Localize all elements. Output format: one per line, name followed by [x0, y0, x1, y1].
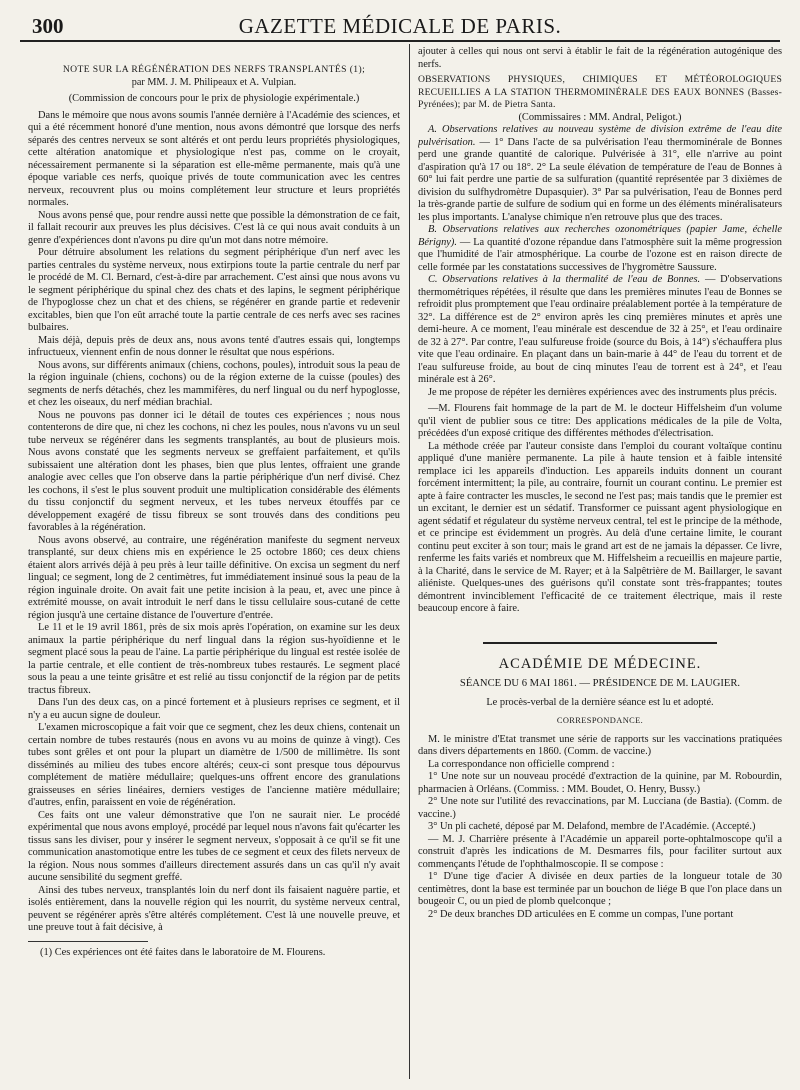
paragraph: Dans le mémoire que nous avons soumis l'année dernière à l'Académie des sciences, et qui a été récemment honoré d'une mention, nous avons démontré que lorsque des nerfs séparés des centres nerveux se sont altérés et ont perdu leurs propriétés physiologiques, cette altération anatomique et physiologique n'est pas, comme on le croyait, nécessairement permanente si la séparation est elle-même permanente, mais qu'à une époque variable ces nerfs, quoique privés de toute communication avec les centres nerveux, recouvrent plus ou moins complétement leur structure et leurs propriétés normales. [28, 109, 400, 208]
footnote-rule [28, 941, 148, 942]
paragraph: Ainsi des tubes nerveux, transplantés loin du nerf dont ils faisaient naguère partie, et isolés entièrement, dans la nouvelle région qui les nourrit, du système nerveux central, peuvent se régénérer après s'être altérés complétement. C'est là une nouvelle preuve, et une preuve tout à fait décisive, à [28, 884, 400, 933]
observation-c-text: — D'observations thermométriques répétées, il résulte que dans les premières minutes l'eau de Bonnes se refroidit plus promptement que l'eau ordinaire préalablement portée à la température de 32°. La différence est de 2° environ après les cinq premières minutes et après une demi-heure. A ce moment, l'eau minérale est descendue de 32 à 25°, et l'eau ordinaire de 32 à 27°. Par contre, l'eau sulfureuse froide (source du Bois, à 14°) s'échauffera plus vite que l'eau ordinaire. En plaçant dans un bain-marie à 44° de l'eau du torrent et de l'eau sulfureuse froide, au bout de cinq minutes l'eau de torrent est à 24°, et l'eau minérale est à 26°. [418, 274, 782, 385]
observation-c-label: C. Observations relatives à la thermalité de l'eau de Bonnes. [428, 274, 701, 285]
paragraph: Nous avons pensé que, pour rendre aussi nette que possible la démonstration de ce fait, il fallait recourir aux preuves les plus décisives. C'est là ce qui nous avait conduits à un genre d'expériences dont n'avons pu dire qu'un mot dans notre mémoire. [28, 209, 400, 246]
observation-b-text: — La quantité d'ozone répandue dans l'atmosphère suit la même progression que l'humidité de l'air atmosphérique. La courbe de l'ozone est en raison directe de celle formée par les constatations successives de l'hygromètre Saussure. [418, 236, 782, 273]
charriere-item: 1° D'une tige d'acier A divisée en deux parties de la longueur totale de 30 centimètres, dont la base est terminée par un bouchon de liége B que l'on place dans un bougeoir C, ou un pied de plomb quelconque ; [418, 871, 782, 907]
ministre-paragraph: M. le ministre d'Etat transmet une série de rapports sur les vaccinations pratiquées dans divers départements en 1860. (Comm. de vaccine.) [418, 733, 782, 757]
footnote: (1) Ces expériences ont été faites dans le laboratoire de M. Flourens. [40, 946, 326, 958]
paragraph: Pour détruire absolument les relations du segment périphérique d'un nerf avec les parties centrales du système nerveux, nous extirpions toute la partie centrale du nerf par le procédé de M. Cl. Bernard, c'est-à-dire par arrachement. C'est ainsi que nous avons vu le segment périphérique du spinal chez des chats et des lapins, le segment périphérique de l'hypoglosse chez un chat et des chiens, se régénérer en grande partie et redevenir excitables, bien que l'on eût arraché toute la partie centrale de ces nerfs avec ses racines bulbaires. [28, 247, 400, 333]
running-title: GAZETTE MÉDICALE DE PARIS. [238, 14, 562, 38]
observation-c [418, 274, 782, 387]
correspondance-item: 3° Un pli cacheté, déposé par M. Delafond, membre de l'Académie. (Accepté.) [428, 821, 756, 832]
paragraph: L'examen microscopique a fait voir que ce segment, chez les deux chiens, contenait un certain nombre de tubes restaurés (nous en avons vu au moins de quinze à vingt). Ces tubes sont grêles et ont pour la plupart un diamètre de 1/500 de millimètre. Ils sont disséminés au milieu des tubes encore altérés; ceux-ci sont presque tous dépourvus complétement de matière médullaire; quelques-uns offrent encore des granulations graisseuses en séries linéaires, derniers vestiges de l'ancienne matière médullaire; d'autres, enfin, paraissent en voie de régénération. [28, 722, 400, 808]
flourens-paragraph: —M. Flourens fait hommage de la part de M. le docteur Hiffelsheim d'un volume qu'il vient de publier sous ce titre: Des applications médicales de la pile de Volta, précédées d'un exposé critique des différentes méthodes d'électrisation. [418, 403, 782, 439]
method-paragraph: La méthode créée par l'auteur consiste dans l'emploi du courant voltaïque continu appliqué d'une manière permanente. La pile à haute tension et à faible intensité remplace ici les appareils d'induction. Les appareils induits donnent un courant forcément intermittent; la pile, au contraire, fournit un courant continu. Le premier est apte à faire contracter les muscles, le second ne l'est pas; mais tandis que le premier est un excitant, le dernier est un sédatif. Transformer ce puissant agent physiologique en agent sédatif et régulateur du système nerveux central, tel est le principe de la méthode, et ce principe est évidemment un progrès. Au delà d'une certaine limite, le courant continu peut exciter à son tour; mais le grand art est de ne jamais la dépasser. Ce livre, renferme les faits variés et nombreux que M. Hiffelsheim a recueillis en majeure partie, à la Charité, dans le service de M. Rayer; et à la Salpêtrière de M. Baillarger, le savant aliéniste. Quelques-unes des guérisons qu'il constate sont très-frappantes; toutes démontrent invinciblement l'efficacité de ce traitement électrique, mais il reste beaucoup encore à faire. [418, 440, 782, 614]
proces-verbal: Le procès-verbal de la dernière séance est lu et adopté. [486, 696, 714, 708]
observation-a-text: — 1° Dans l'acte de sa pulvérisation l'eau thermominérale de Bonnes perd une grande quantité de calorique. Pulvérisée à 31°, elle n'arrive au point d'aspiration qu'à 17 ou 18°. 2° La seule élévation de température de l'eau de Bonnes à 60° lui fait perdre une partie de sa sulfuration (quantité représentée par 3 dixièmes de division du sulfhydromètre Dupasquier). 3° Par sa pulvérisation, l'eau de Bonnes perd la très-grande partie de sulfure de sodium qui en forme un des éléments minéralisateurs les plus importants. L'analyse chimique n'en retrouve plus que des traces. [418, 136, 782, 223]
paragraph: Le 11 et le 19 avril 1861, près de six mois après l'opération, on examine sur les deux animaux la partie périphérique du nerf lingual dans la région sus-hyoïdienne et le segment placé sous la peau de l'aine. La partie périphérique du lingual est restée isolée de la partie centrale, et elle contient de très-nombreux tubes restaurés. Le segment placé sous la peau a une teinte grisâtre et est relié au tissu conjonctif de la région par de petits tractus fibreux. [28, 622, 400, 696]
academie-title: ACADÉMIE DE MÉDECINE. [498, 655, 702, 672]
observation-a [418, 124, 782, 224]
correspondance-heading: CORRESPONDANCE. [556, 716, 644, 725]
paragraph: Mais déjà, depuis près de deux ans, nous avons tenté d'autres essais qui, longtemps infructueux, viennent enfin de nous donner le résultat que nous espérions. [28, 334, 400, 358]
page-number: 300 [32, 14, 64, 38]
observations-title: OBSERVATIONS PHYSIQUES, CHIMIQUES ET MÉTÉOROLOGIQUES RECUEILLIES A LA STATION THERMOMINÉRALE DES EAUX BONNES (Basses-Pyrénées); par M. de Pietra Santa. [418, 74, 782, 110]
correspondance-item: 2° Une note sur l'utilité des revaccinations, par M. Lucciana (de Bastia). (Comm. de vaccine.) [418, 796, 782, 820]
paragraph: Dans l'un des deux cas, on a pincé fortement et à plusieurs reprises ce segment, et il n'y a eu aucun signe de douleur. [28, 697, 400, 721]
observation-a-label: A. Observations relatives au nouveau système de division extrême de l'eau dite pulvérisation. [418, 124, 782, 148]
charriere-item: 2° De deux branches DD articulées en E comme un compas, l'une portant [428, 908, 734, 920]
correspondance-item: 1° Une note sur un nouveau procédé d'extraction de la quinine, par M. Robourdin, pharmacien à Orléans. (Commiss. : MM. Boudet, O. Henry, Bussy.) [418, 771, 782, 795]
paragraph: Je me propose de répéter les dernières expériences avec des instruments plus précis. [428, 386, 777, 398]
paragraph: Ces faits ont une valeur démonstrative que l'on ne saurait nier. Le procédé expérimental que nous avons employé, procédé par lequel nous n'avons fait qu'écarter les tissus sans les diviser, pour y insérer le segment nerveux, s'opposait à ce qu'il se fit une communication anastomotique entre les tubes de ce segment et ceux des filets nerveux de la région. Nous nous sommes d'ailleurs directement assurés dans un cas qu'il n'y avait aucune sensibilité du segment greffé. [28, 809, 400, 883]
article-authors: par MM. J. M. Philipeaux et A. Vulpian. [131, 76, 297, 88]
non-officielle-intro: La correspondance non officielle comprend : [428, 758, 615, 770]
right-column [418, 46, 782, 1082]
commission-note: (Commission de concours pour le prix de physiologie expérimentale.) [68, 93, 360, 104]
column-divider [409, 44, 410, 1079]
page-header [20, 14, 780, 42]
continuation-text: ajouter à celles qui nous ont servi à établir le fait de la régénération autogénique des nerfs. [418, 46, 782, 70]
left-column [28, 46, 400, 1082]
charriere-paragraph: — M. J. Charrière présente à l'Académie un appareil porte-ophtalmoscope qu'il a construit d'après les indications de M. Desmarres fils, pour faciliter surtout aux commençants l'étude de l'ophthalmoscopie. Il se compose : [418, 833, 782, 870]
section-rule [483, 642, 717, 644]
observation-b-label: B. Observations relatives aux recherches ozonométriques (papier Jame, échelle Bérigny). [418, 224, 782, 248]
paragraph: Nous avons observé, au contraire, une régénération manifeste du segment nerveux transplanté, sur deux chiens mis en expérience le 25 octobre 1860; ces deux chiens étaient alors arrivés déjà à peu près à leur taille définitive. On excisa un segment du nerf lingual; ce segment, long de 2 centimètres, fut immédiatement insinué sous la peau de la région inguinale droite. On avait fait une petite incision à la peau, et, avec une pince à extrémité mousse, on avait introduit le nerf dans le tissu cellulaire sous-cutané de cette région jusqu'à une certaine distance de l'ouverture d'entrée. [28, 534, 400, 621]
observations-commissaires: (Commissaires : MM. Andral, Peligot.) [518, 111, 682, 123]
article-title: NOTE SUR LA RÉGÉNÉRATION DES NERFS TRANSPLANTÉS (1); [62, 64, 366, 75]
observation-b [418, 224, 782, 274]
session-heading: SÉANCE DU 6 MAI 1861. — PRÉSIDENCE DE M. LAUGIER. [459, 678, 741, 689]
paragraph: Nous ne pouvons pas donner ici le détail de toutes ces expériences ; nous nous contenterons de dire que, ni chez les cochons, ni chez les poules, nous n'avons vu un seul tube nerveux se régénérer dans les segments transplantés, au bout de plusieurs mois. Nous avons constaté que les segments nerveux se greffaient parfaitement, et qu'ils subissaient une altération dont les phases, bien que plus lentes, offraient une grande analogie avec celles que l'on observe dans la partie périphérique d'un nerf divisé. Chez les cochons, il s'est le plus souvent produit une multiplication considérable des éléments du tissu conjonctif du segment nerveux, et les tubes nerveux étouffés par ce développement exagéré de tissu fibreux se sont trouvés dans des conditions peu favorables à la régénération. [28, 409, 400, 533]
paragraph: Nous avons, sur différents animaux (chiens, cochons, poules), introduit sous la peau de la région inguinale (chiens, cochons) ou de la région externe de la cuisse (poules) des segments de nerfs détachés, chez les mammifères, du nerf lingual ou du nerf hypoglosse, et chez les oiseaux, du nerf médian brachial. [28, 359, 400, 408]
